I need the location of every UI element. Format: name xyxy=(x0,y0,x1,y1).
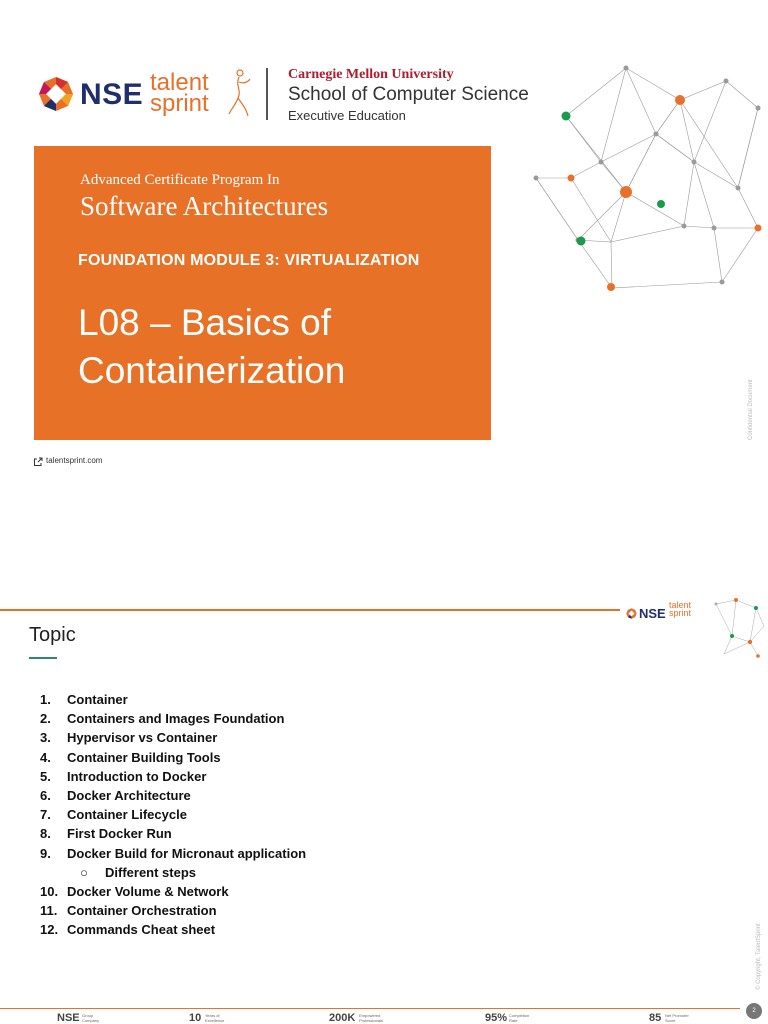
list-item-label: Container Building Tools xyxy=(67,749,221,765)
stat-label: Group xyxy=(82,1013,94,1018)
brand-sprint: sprint xyxy=(150,90,209,117)
stat-label: Empowered xyxy=(359,1013,381,1018)
list-item-number: 1. xyxy=(40,692,51,707)
list-item xyxy=(40,709,306,728)
sub-list-item xyxy=(40,863,306,882)
brand-talent-small: talent xyxy=(669,600,692,610)
list-item-number: 9. xyxy=(40,845,51,861)
stat-value: 200K xyxy=(329,1012,356,1024)
list-item-label: Introduction to Docker xyxy=(67,768,207,784)
topic-list xyxy=(40,690,306,939)
list-item xyxy=(40,805,306,824)
list-item xyxy=(40,748,306,767)
list-item-number: 5. xyxy=(40,768,51,784)
stat-label: Rate xyxy=(509,1018,518,1023)
footer-divider xyxy=(0,1008,740,1009)
stat-label: Years of xyxy=(205,1013,220,1018)
list-item-number: 4. xyxy=(40,749,51,765)
cmu-school: School of Computer Science xyxy=(288,84,529,105)
list-item xyxy=(40,901,306,920)
list-item xyxy=(40,844,306,863)
list-item-number: 12. xyxy=(40,922,59,938)
network-graphic-icon xyxy=(526,56,768,306)
stat-value: 95% xyxy=(485,1012,508,1024)
list-item xyxy=(40,824,306,843)
stat-label: Excellence xyxy=(205,1018,225,1023)
list-item-label: First Docker Run xyxy=(67,826,172,842)
network-graphic-small-icon xyxy=(706,596,768,660)
page-title: Topic xyxy=(29,624,76,646)
stat-label: Completion xyxy=(509,1013,530,1018)
list-item xyxy=(40,728,306,747)
list-item-number: 7. xyxy=(40,807,51,823)
lecture-title-line-2: Containerization xyxy=(78,350,346,391)
list-item xyxy=(40,767,306,786)
list-item-number: 2. xyxy=(40,711,51,727)
module-heading: FOUNDATION MODULE 3: VIRTUALIZATION xyxy=(78,252,420,269)
list-item-label: Different steps xyxy=(105,864,197,880)
cmu-name: Carnegie Mellon University xyxy=(288,67,454,82)
brand-sprint-small: sprint xyxy=(669,608,692,618)
list-item xyxy=(40,882,306,901)
website-link[interactable]: talentsprint.com xyxy=(46,456,103,465)
stat-label: Company xyxy=(82,1018,100,1023)
list-item-label: Container xyxy=(67,692,128,707)
external-link-icon xyxy=(33,457,43,467)
nse-logo-small-icon xyxy=(626,608,637,619)
stat-value: NSE xyxy=(57,1012,80,1024)
list-item xyxy=(40,786,306,805)
list-item-number: 11. xyxy=(40,903,58,919)
list-item xyxy=(40,690,306,709)
title-underline xyxy=(29,657,57,659)
brand-nse-small: NSE xyxy=(639,606,666,621)
list-item-label: Docker Build for Micronaut application xyxy=(67,845,307,861)
brand-nse: NSE xyxy=(80,78,144,111)
list-item-label: Docker Volume & Network xyxy=(67,883,229,899)
program-subtitle: Advanced Certificate Program In xyxy=(80,172,280,188)
logo-separator xyxy=(266,68,268,120)
program-name: Software Architectures xyxy=(80,191,329,221)
list-item-label: Commands Cheat sheet xyxy=(67,922,216,938)
list-item-label: Container Lifecycle xyxy=(67,807,187,823)
copyright-note: © Copyright, TalentSprint xyxy=(756,923,762,990)
nse-logo-icon xyxy=(38,76,74,112)
runner-figure-icon xyxy=(226,68,252,120)
stat-label: Professionals xyxy=(359,1018,384,1023)
list-item-label: Hypervisor vs Container xyxy=(67,730,218,746)
stat-label: Net Promoter xyxy=(665,1013,689,1018)
stat-value: 85 xyxy=(649,1012,662,1024)
bullet-icon: ○ xyxy=(80,864,88,880)
list-item xyxy=(40,920,306,939)
stat-label: Score xyxy=(665,1018,676,1023)
cmu-executive-education: Executive Education xyxy=(288,108,406,123)
list-item-label: Docker Architecture xyxy=(67,787,191,803)
side-note: Confidential Document xyxy=(748,379,754,440)
stat-value: 10 xyxy=(189,1012,202,1024)
list-item-number: 3. xyxy=(40,730,51,746)
list-item-number: 8. xyxy=(40,826,51,842)
list-item-number: 6. xyxy=(40,787,51,803)
list-item-label: Containers and Images Foundation xyxy=(67,711,285,727)
list-item-number: 10. xyxy=(40,883,59,899)
brand-talent: talent xyxy=(150,69,209,96)
page-number: 2 xyxy=(746,1003,762,1019)
list-item-label: Container Orchestration xyxy=(67,903,217,919)
lecture-title-line-1: L08 – Basics of xyxy=(78,302,331,343)
slide-divider xyxy=(0,609,620,611)
